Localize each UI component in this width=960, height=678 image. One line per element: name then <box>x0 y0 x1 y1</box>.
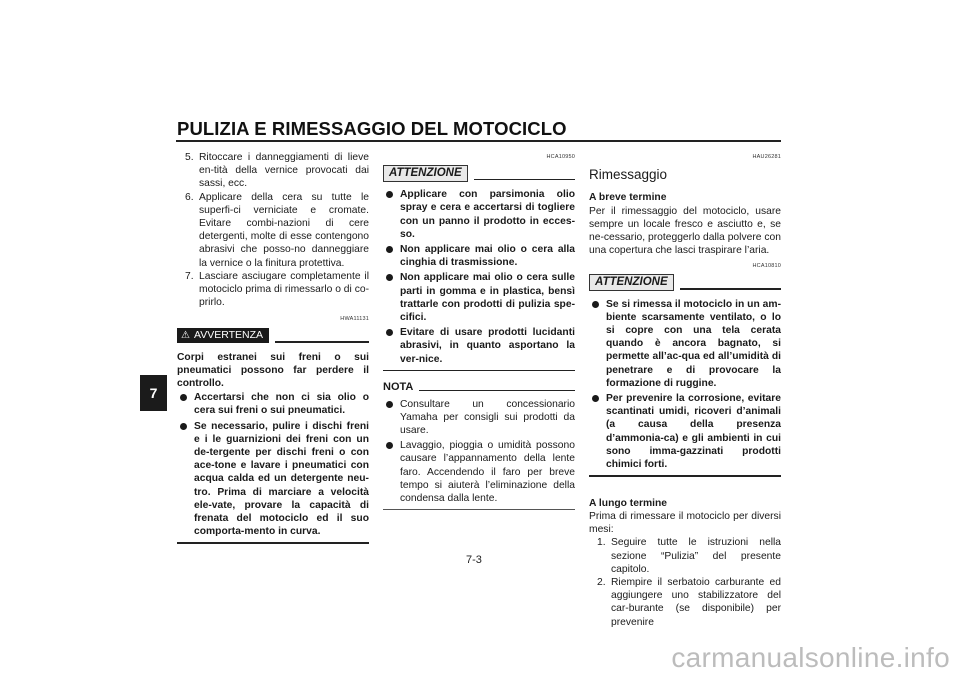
list-item: 1. Seguire tutte le istruzioni nella sezione “Pulizia” del presente capitolo. <box>597 537 781 575</box>
bullet-icon <box>386 274 393 281</box>
list-item: 5. Ritoccare i danneggiamenti di lieve en-tità della vernice provocati dai sassi, ecc. <box>185 152 369 190</box>
watermark: carmanualsonline.info <box>671 642 950 673</box>
attention-code: HCA10950 <box>546 154 575 160</box>
list-item: Se si rimessa il motociclo in un am-biente scarsamente ventilato, o lo si copre con una tela cerata quando è ancora bagnato, si permette all’ac-qua ed all’umidità di penetrare e di provocare la formazione di ruggine. <box>589 298 781 390</box>
attention-bullets <box>383 188 575 366</box>
bullet-icon <box>386 329 393 336</box>
title-rule <box>176 140 781 142</box>
bullet-icon <box>386 191 393 198</box>
bullet-icon <box>592 301 599 308</box>
attention-badge: ATTENZIONE <box>383 165 468 182</box>
column-left <box>177 151 369 554</box>
warning-triangle-icon: ⚠ <box>181 330 190 342</box>
list-item: Applicare con parsimonia olio spray e cera e accertarsi di togliere con un panno il prodotto in ecces-so. <box>383 188 575 241</box>
list-item: Non applicare mai olio o cera sulle parti in gomma e in plastica, bensì trattarle con prodotti di pulizia spe-cifici. <box>383 271 575 324</box>
section-title: Rimessaggio <box>589 167 668 183</box>
attention-end-rule <box>589 475 781 477</box>
list-item: Se necessario, pulire i dischi freni e i le guarnizioni dei freni con un de-tergente per dischi freni o con ace-tone e lavare i pneumatici con acqua calda ed un detergente neu-tro. Prima di marciare a velocità ele-vate, provare la capacità di frenata del motociclo ed il suo comporta-mento in curva. <box>177 420 369 539</box>
page-number: 7-3 <box>466 554 482 566</box>
attention-badge: ATTENZIONE <box>589 274 674 291</box>
list-item: Evitare di usare prodotti lucidanti abrasivi, in quanto asportano la ver-nice. <box>383 326 575 366</box>
bullet-icon <box>386 401 393 408</box>
bullet-icon <box>386 442 393 449</box>
column-middle <box>383 151 575 520</box>
list-item: Lavaggio, pioggia o umidità possono causare l’appannamento della lente faro. Accendendo il faro per breve tempo si aiuterà l’eliminazione della condensa dalla lente. <box>383 439 575 505</box>
long-term-steps-list <box>589 536 781 628</box>
attention-code: HCA10810 <box>752 263 781 270</box>
warning-intro: Corpi estranei sui freni o sui pneumatici possono far perdere il controllo. <box>177 351 369 390</box>
header-rule <box>275 341 369 343</box>
short-term-text: Per il rimessaggio del motociclo, usare sempre un locale fresco e asciutto e, se ne-cessario, proteggerlo dalla polvere con una copertura che lasci traspirare l’aria. <box>589 205 781 257</box>
list-item: Non applicare mai olio o cera alla cinghia di trasmissione. <box>383 243 575 269</box>
attention-header <box>383 164 575 182</box>
section-code: HAU26281 <box>752 154 781 160</box>
bullet-icon <box>180 423 187 430</box>
bullet-icon <box>180 394 187 401</box>
attention-bullets <box>589 298 781 472</box>
attention-end-rule <box>383 370 575 372</box>
header-rule <box>680 288 781 290</box>
list-item: Accertarsi che non ci sia olio o cera sui freni o sui pneumatici. <box>177 391 369 417</box>
chapter-tab: 7 <box>140 375 167 411</box>
column-right <box>589 151 781 629</box>
warning-bullets <box>177 391 369 538</box>
attention-header <box>589 274 781 292</box>
list-item: 7. Lasciare asciugare completamente il motociclo prima di rimessarlo o di co-prirlo. <box>185 270 369 309</box>
list-item: Consultare un concessionario Yamaha per consigli sui prodotti da usare. <box>383 398 575 438</box>
header-rule <box>474 179 575 181</box>
long-term-text: Prima di rimessare il motociclo per diversi mesi: <box>589 510 781 536</box>
note-label: NOTA <box>383 381 414 394</box>
note-bullets <box>383 398 575 506</box>
warning-badge: ⚠ AVVERTENZA <box>177 328 269 343</box>
list-item: 2. Riempire il serbatoio carburante ed aggiungere uno stabilizzatore del car-burante (se disponibile) per prevenire <box>597 576 781 628</box>
header-rule <box>419 390 575 391</box>
warning-header <box>177 327 369 345</box>
cleaning-steps-list <box>177 151 369 309</box>
warning-end-rule <box>177 542 369 544</box>
page-title: PULIZIA E RIMESSAGGIO DEL MOTOCICLO <box>177 118 567 139</box>
bullet-icon <box>386 246 393 253</box>
note-end-rule <box>383 509 575 510</box>
bullet-icon <box>592 395 599 402</box>
short-term-title: A breve termine <box>589 192 667 204</box>
list-item: Per prevenire la corrosione, evitare scantinati umidi, ricoveri d’animali (a causa della presenza d’ammonia-ca) e gli ambienti in cui sono imma-gazzinati prodotti chimici forti. <box>589 392 781 471</box>
note-header <box>383 381 575 394</box>
list-item: 6. Applicare della cera su tutte le superfi-ci verniciate e cromate. Evitare combi-nazioni di cere detergenti, molte di esse contengono abrasivi che posso-no danneggiare la vernice o la finitura protettiva. <box>185 191 369 269</box>
warning-code: HWA11131 <box>340 316 369 323</box>
long-term-title: A lungo termine <box>589 497 667 509</box>
